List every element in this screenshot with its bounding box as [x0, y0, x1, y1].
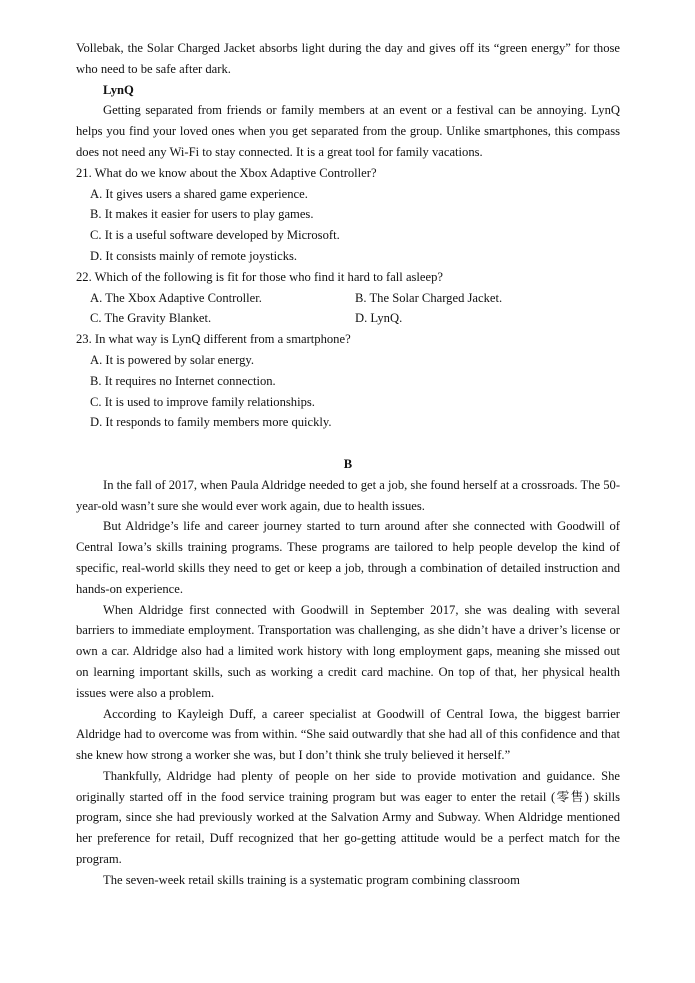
option-b: B. It makes it easier for users to play games. [90, 207, 314, 222]
option-row [76, 308, 620, 329]
option-c: C. It is used to improve family relationships. [90, 394, 315, 409]
option-a: A. It is powered by solar energy. [90, 352, 255, 367]
question-stem: 21. What do we know about the Xbox Adaptive Controller? [76, 165, 377, 180]
section-spacer [76, 433, 620, 454]
option-b: B. It requires no Internet connection. [90, 373, 276, 388]
lynq-paragraph: Getting separated from friends or family members at an event or a festival can be annoying. LynQ helps you find your loved ones when you get separated from the group. Unlike smartphones, this compass does not need any Wi-Fi to stay connected. It is a great tool for family vacations. [76, 103, 620, 159]
question-23 [76, 329, 620, 433]
question-21 [76, 163, 620, 267]
section-b-paragraph: When Aldridge first connected with Goodwill in September 2017, she was dealing with several barriers to immediate employment. Transportation was challenging, as she didn’t have a driver’s license or own a car. Aldridge also had a limited work history with long employment gaps, meaning she missed out on learning important skills, such as working a credit card machine. On top of that, her physical health issues were also a problem. [76, 602, 620, 700]
question-stem: 22. Which of the following is fit for those who find it hard to fall asleep? [76, 269, 444, 284]
option-b: B. The Solar Charged Jacket. [355, 290, 503, 305]
section-b-paragraph: But Aldridge’s life and career journey started to turn around after she connected with Goodwill of Central Iowa’s skills training programs. These programs are tailored to help people develop the kind of specific, real-world skills they need to get or keep a job, through a combination of detailed instruction and hands-on experience. [76, 519, 620, 596]
question-stem: 23. In what way is LynQ different from a smartphone? [76, 332, 351, 347]
option-a: A. It gives users a shared game experience. [90, 186, 308, 201]
option-c: C. It is a useful software developed by Microsoft. [90, 228, 340, 243]
section-b-paragraph: In the fall of 2017, when Paula Aldridge needed to get a job, she found herself at a crossroads. The 50-year-old wasn’t sure she would ever work again, due to health issues. [76, 477, 621, 513]
option-c: C. The Gravity Blanket. [90, 311, 212, 326]
section-b-paragraph: Thankfully, Aldridge had plenty of people on her side to provide motivation and guidance. She originally started off in the food service training program but was eager to enter the retail (零售) skills program, since she had previously worked at the Salvation Army and Subway. When Aldridge mentioned her preference for retail, Duff recognized that her go-getting attitude would be a perfect match for the program. [76, 768, 620, 867]
option-a: A. The Xbox Adaptive Controller. [90, 290, 262, 305]
question-22 [76, 267, 620, 329]
option-d: D. LynQ. [355, 311, 403, 326]
option-row [76, 288, 620, 309]
section-b-paragraph: According to Kayleigh Duff, a career specialist at Goodwill of Central Iowa, the biggest barrier Aldridge had to overcome was from within. “She said outwardly that she had all of this confidence and that she knew how strong a worker she was, but I don’t think she truly believed it herself.” [76, 706, 620, 763]
section-b-paragraph: The seven-week retail skills training is a systematic program combining classroom [103, 872, 520, 887]
option-d: D. It consists mainly of remote joysticks. [90, 248, 298, 263]
document-page [76, 38, 620, 891]
option-d: D. It responds to family members more quickly. [90, 415, 332, 430]
lynq-heading: LynQ [103, 82, 134, 97]
intro-tail-paragraph: Vollebak, the Solar Charged Jacket absorbs light during the day and gives off its “green energy” for those who need to be safe after dark. [76, 41, 620, 76]
section-b-heading: B [343, 456, 353, 471]
